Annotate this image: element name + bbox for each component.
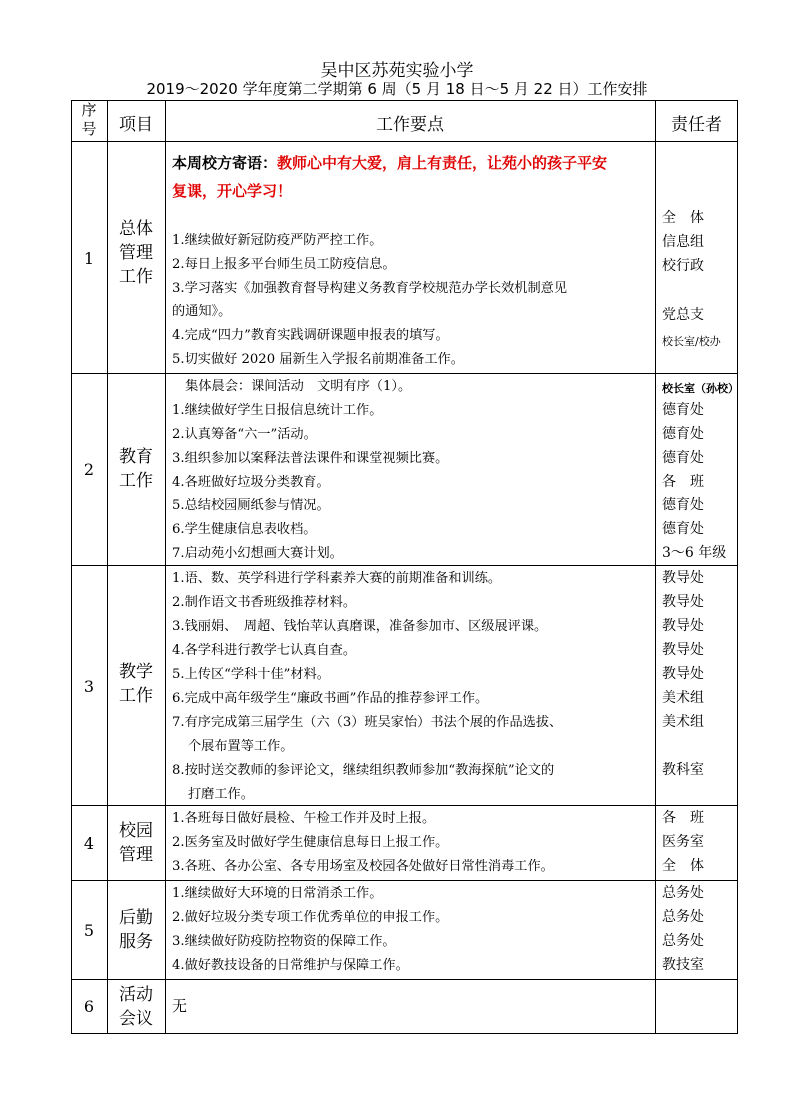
row-number: 4 bbox=[83, 834, 95, 853]
list-item: 3.各班、各办公室、各专用场室及校园各处做好日常性消毒工作。 bbox=[172, 859, 554, 874]
owner-label: 德育处 bbox=[662, 521, 704, 537]
list-item: 3.钱丽娟、 周超、钱怡苹认真磨课，准备参加市、区级展评课。 bbox=[172, 619, 548, 634]
list-item: 5.切实做好 2020 届新生入学报名前期准备工作。 bbox=[172, 352, 464, 367]
header-points: 工作要点 bbox=[376, 115, 444, 135]
list-item: 6.学生健康信息表收档。 bbox=[172, 522, 317, 537]
list-item: 无 bbox=[172, 997, 188, 1015]
list-item: 1.继续做好大环境的日常消杀工作。 bbox=[172, 886, 383, 901]
owner-label: 校行政 bbox=[662, 258, 704, 274]
row-number: 1 bbox=[83, 249, 95, 268]
owner-label: 美术组 bbox=[662, 714, 704, 730]
owner-label: 全 体 bbox=[662, 858, 704, 874]
list-item: 2.做好垃圾分类专项工作优秀单位的申报工作。 bbox=[172, 910, 449, 925]
owner-label: 德育处 bbox=[662, 497, 704, 513]
list-item: 1.继续做好学生日报信息统计工作。 bbox=[172, 403, 383, 418]
header-owner: 责任者 bbox=[671, 115, 722, 135]
list-item: 3.学习落实《加强教育督导构建义务教育学校规范办学长效机制意见 bbox=[172, 281, 568, 296]
list-item: 2.医务室及时做好学生健康信息每日上报工作。 bbox=[172, 835, 449, 850]
list-item: 个展布置等工作。 bbox=[188, 739, 294, 754]
row-number: 3 bbox=[83, 677, 95, 696]
owner-label: 信息组 bbox=[662, 234, 704, 250]
list-item: 8.按时送交教师的参评论文，继续组织教师参加“教海探航”论文的 bbox=[172, 763, 555, 778]
owner-label: 总务处 bbox=[662, 933, 704, 949]
row-category: 总体 管理 工作 bbox=[119, 219, 153, 287]
owner-label: 各 班 bbox=[662, 474, 704, 490]
list-item: 2.认真筹备“六一”活动。 bbox=[172, 427, 317, 442]
list-item: 3.组织参加以案释法普法课件和课堂视频比赛。 bbox=[172, 451, 449, 466]
list-item: 的通知》。 bbox=[172, 304, 232, 319]
weekly-message: 本周校方寄语：教师心中有大爱，肩上有责任，让苑小的孩子平安 复课，开心学习！ bbox=[172, 154, 608, 200]
list-item: 4.各学科进行教学七认真自查。 bbox=[172, 643, 357, 658]
owner-label: 校长室（孙校） bbox=[662, 382, 739, 395]
owner-label: 总务处 bbox=[662, 909, 704, 925]
owner-label: 总务处 bbox=[662, 885, 704, 901]
owner-label: 教技室 bbox=[662, 957, 704, 973]
owner-label: 德育处 bbox=[662, 402, 704, 418]
owner-label: 教导处 bbox=[662, 570, 704, 586]
owner-label: 德育处 bbox=[662, 450, 704, 466]
owner-label: 校长室/校办 bbox=[662, 335, 721, 348]
owner-label: 党总支 bbox=[662, 307, 704, 323]
row-category: 活动 会议 bbox=[119, 985, 153, 1029]
list-item: 集体晨会：课间活动 文明有序（1）。 bbox=[172, 379, 412, 394]
list-item: 4.完成“四力”教育实践调研课题申报表的填写。 bbox=[172, 328, 449, 343]
owner-label: 医务室 bbox=[662, 834, 704, 850]
row-category: 教学 工作 bbox=[119, 662, 153, 706]
header-num: 序 号 bbox=[81, 101, 97, 138]
list-item: 6.完成中高年级学生“廉政书画”作品的推荐参评工作。 bbox=[172, 691, 489, 706]
owner-label: 全 体 bbox=[662, 210, 704, 226]
list-item: 5.总结校园厕纸参与情况。 bbox=[172, 498, 330, 513]
owner-label: 教导处 bbox=[662, 594, 704, 610]
document-title: 吴中区苏苑实验小学 bbox=[320, 61, 474, 81]
owner-label: 美术组 bbox=[662, 690, 704, 706]
row-category: 教育 工作 bbox=[119, 447, 153, 491]
list-item: 2.制作语文书香班级推荐材料。 bbox=[172, 595, 357, 610]
row-number: 6 bbox=[83, 997, 95, 1016]
row-number: 2 bbox=[83, 460, 95, 479]
row-category: 校园 管理 bbox=[119, 821, 153, 865]
list-item: 3.继续做好防疫防控物资的保障工作。 bbox=[172, 934, 396, 949]
list-item: 5.上传区“学科十佳”材料。 bbox=[172, 667, 330, 682]
row-category: 后勤 服务 bbox=[119, 908, 153, 952]
list-item: 7.有序完成第三届学生（六（3）班吴家怡）书法个展的作品选拔、 bbox=[172, 715, 563, 730]
owner-label: 教科室 bbox=[662, 762, 704, 778]
list-item: 2.每日上报多平台师生员工防疫信息。 bbox=[172, 257, 396, 272]
owner-label: 德育处 bbox=[662, 426, 704, 442]
list-item: 4.做好教技设备的日常维护与保障工作。 bbox=[172, 958, 409, 973]
list-item: 打磨工作。 bbox=[188, 787, 254, 802]
owner-label: 教导处 bbox=[662, 642, 704, 658]
owner-label: 教导处 bbox=[662, 618, 704, 634]
list-item: 7.启动苑小幻想画大赛计划。 bbox=[172, 546, 343, 561]
owner-label: 3～6 年级 bbox=[662, 545, 727, 561]
list-item: 1.各班每日做好晨检、午检工作并及时上报。 bbox=[172, 811, 436, 826]
list-item: 4.各班做好垃圾分类教育。 bbox=[172, 475, 330, 490]
document-subtitle: 2019～2020 学年度第二学期第 6 周（5 月 18 日～5 月 22 日）工作安排 bbox=[146, 80, 648, 98]
list-item: 1.语、数、英学科进行学科素养大赛的前期准备和训练。 bbox=[172, 571, 502, 586]
owner-label: 各 班 bbox=[662, 810, 704, 826]
row-number: 5 bbox=[83, 921, 95, 940]
list-item: 1.继续做好新冠防疫严防严控工作。 bbox=[172, 233, 383, 248]
header-project: 项目 bbox=[119, 115, 153, 135]
owner-label: 教导处 bbox=[662, 666, 704, 682]
